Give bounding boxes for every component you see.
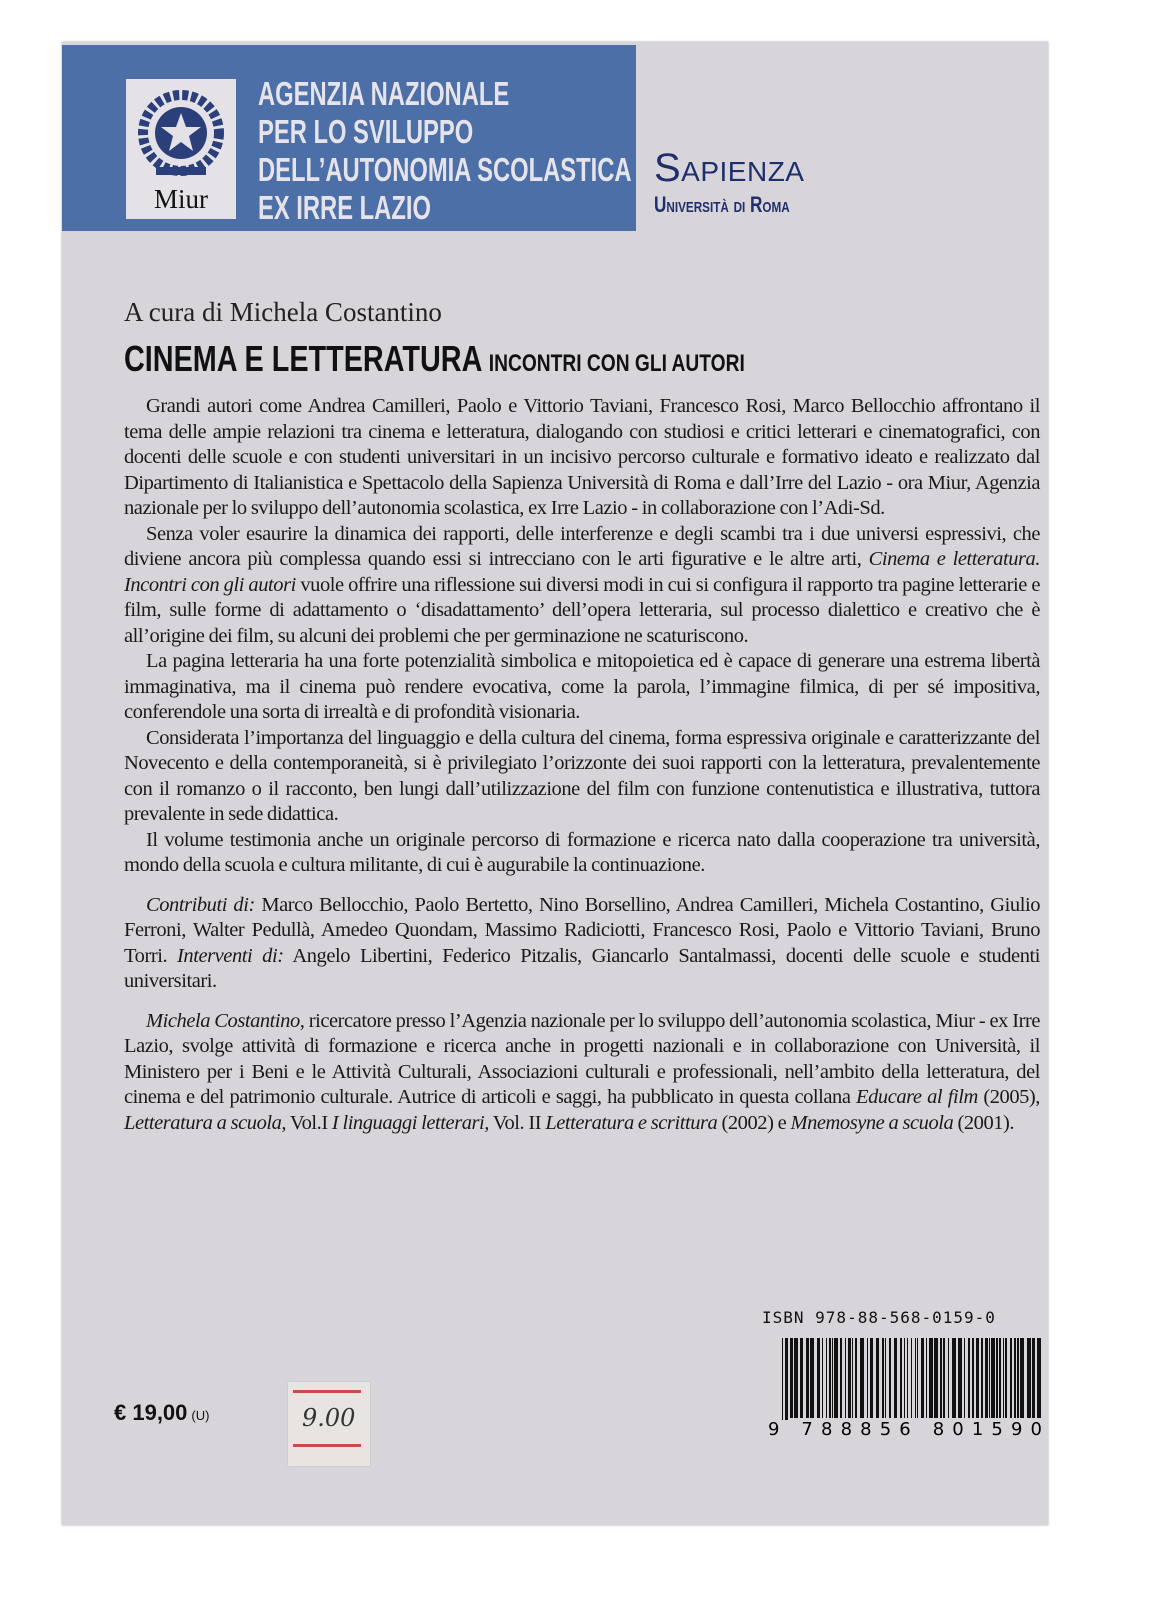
author-bio: [124, 1009, 1040, 1137]
paragraph: La pagina letteraria ha una forte potenzialità simbolica e mitopoietica ed è capace di generare una estrema libertà immaginativa, ma il cinema può rendere evocativa, come la parola, l’immagine filmica, di per sé impositiva, conferendole una sorta di irrealtà e di profondità visionaria.: [124, 650, 1040, 723]
barcode-bar: [968, 1338, 970, 1420]
bio-name: Michela Costantino,: [146, 1009, 305, 1032]
barcode-bar: [855, 1338, 857, 1420]
barcode-bar: [921, 1338, 924, 1420]
text: (2001).: [953, 1111, 1015, 1134]
barcode-bar: [964, 1338, 965, 1420]
barcode-digits: 9 788856 801590: [768, 1419, 1042, 1438]
blurb: [124, 394, 1040, 1136]
barcode-bar: [785, 1338, 788, 1420]
barcode-bar: [832, 1338, 833, 1420]
barcode-bar: [991, 1338, 995, 1420]
barcode-bar: [1003, 1338, 1004, 1420]
agency-line: EX IRRE LAZIO: [258, 189, 431, 226]
barcode-bar: [972, 1338, 974, 1420]
barcode-bar: [915, 1338, 916, 1420]
barcode-bar: [876, 1338, 879, 1420]
text: ricercatore presso l’Agenzia nazionale per lo sviluppo dell’autonomia scolastica, Miur - ex Irre Lazio, svolge attività di formazione e ricerca anche in progetti nazionali e in collaborazione con Università, il Ministero per i Beni e le Attività Culturali, Associazioni culturali e professionali, nell’ambito della letteratura, del cinema e del patrimonio culturale. Autrice di articoli e saggi, ha pubblicato in questa collana: [124, 1009, 1040, 1108]
barcode-bar: [1010, 1338, 1012, 1420]
barcode-bar: [848, 1338, 851, 1420]
barcode-bar: [826, 1338, 827, 1420]
barcode-bar: [852, 1338, 853, 1420]
barcode-bar: [790, 1338, 793, 1420]
barcode-bar: [900, 1338, 902, 1420]
barcode-bar: [976, 1338, 979, 1420]
barcode-bar: [889, 1338, 891, 1420]
work-title: Mnemosyne a scuola: [790, 1111, 954, 1134]
barcode-bar: [907, 1338, 908, 1420]
price-value: € 19,00: [114, 1400, 188, 1425]
barcode-bar: [894, 1338, 897, 1420]
barcode-bar: [1037, 1338, 1041, 1420]
barcode-bar: [882, 1338, 884, 1420]
paragraph: Considerata l’importanza del linguaggio e della cultura del cinema, forma espressiva originale e caratterizzante del Novecento e della contemporaneità, si è privilegiato l’orizzonte dei suoi rapporti con la letteratura, prevalentemente con il romanzo o il racconto, ben lungi dall’utilizzazione del film con funzione contenutistica e illustrativa, tuttora prevalente in sede didattica.: [124, 726, 1040, 825]
agency-line: PER LO SVILUPPO: [258, 113, 474, 150]
barcode-bar: [926, 1338, 927, 1420]
book-title: [124, 338, 745, 380]
work-title: Educare al film: [856, 1086, 978, 1108]
work-title: Letteratura a scuola,: [124, 1111, 287, 1134]
interventions-label: Interventi di:: [177, 944, 284, 967]
barcode-bar: [929, 1338, 933, 1420]
text: Vol.I: [286, 1111, 332, 1134]
sticker-line: [293, 1390, 361, 1393]
barcode-bar: [1027, 1338, 1031, 1420]
barcode-bar: [917, 1338, 918, 1420]
barcode-bar: [885, 1338, 886, 1420]
interventions-names: Angelo Libertini, Federico Pitzalis, Giancarlo Santalmassi, docenti delle scuole e studenti universitari.: [124, 944, 1040, 992]
barcode-bar: [904, 1338, 905, 1420]
barcode-bar: [845, 1338, 846, 1420]
contributors: [124, 893, 1040, 995]
sticker-line: [293, 1444, 361, 1447]
barcode-bar: [985, 1338, 988, 1420]
title-main: CINEMA E LETTERATURA: [124, 338, 483, 379]
barcode-bar: [810, 1338, 814, 1420]
barcode-bar: [958, 1338, 962, 1420]
barcode-bar: [943, 1338, 945, 1420]
barcode-bar: [794, 1338, 798, 1420]
barcode-bar: [989, 1338, 990, 1420]
barcode-bar: [834, 1338, 838, 1420]
miur-emblem: [126, 79, 236, 219]
text: (2005),: [977, 1086, 1040, 1108]
barcode-bar: [981, 1338, 983, 1420]
book-back-cover: [62, 42, 1048, 1525]
barcode-bar: [782, 1338, 783, 1420]
barcode-bar: [870, 1338, 873, 1420]
paragraph: Il volume testimonia anche un originale percorso di formazione e ricerca nato dalla cooperazione tra università, mondo della scuola e cultura militante, di cui è augurabile la continuazione.: [124, 828, 1040, 876]
barcode-bar: [1032, 1338, 1035, 1420]
text: (2002) e: [717, 1111, 791, 1134]
paragraph: [124, 522, 1040, 650]
university-subtitle: Università di Roma: [654, 192, 790, 217]
text: Senza voler esaurire la dinamica dei rapporti, delle interferenze e degli scambi tra i due universi espressivi, che diviene ancora più complessa quando essi si intrecciano con le arti figurative e le altre arti,: [124, 522, 1040, 570]
contributors-label: Contributi di:: [146, 893, 255, 916]
barcode-bar: [806, 1338, 809, 1420]
barcode-bar: [1020, 1338, 1024, 1420]
barcode-bar: [829, 1338, 831, 1420]
barcode-bar: [996, 1338, 998, 1420]
isbn: ISBN 978-88-568-0159-0: [762, 1308, 996, 1327]
barcode-bar: [860, 1338, 864, 1420]
agency-line: AGENZIA NAZIONALE: [258, 75, 510, 112]
curator: A cura di Michela Costantino: [124, 297, 442, 327]
barcode-bar: [822, 1338, 823, 1420]
book-title-italic: Cinema e letteratura. Incontri con gli autori: [124, 548, 1040, 596]
barcode-bar: [840, 1338, 842, 1420]
text: Vol. II: [488, 1111, 546, 1134]
price-sticker: [288, 1382, 370, 1466]
work-title: Letteratura e scrittura: [545, 1111, 718, 1134]
contributors-names: Marco Bellocchio, Paolo Bertetto, Nino Borsellino, Andrea Camilleri, Michela Costantino, Giulio Ferroni, Walter Pedullà, Amedeo Quondam, Massimo Radiciotti, Francesco Rosi, Paolo e Vittorio Taviani, Bruno Torri.: [124, 893, 1040, 967]
barcode-bar: [1017, 1338, 1019, 1420]
italian-emblem-icon: [136, 85, 226, 185]
barcode-bar: [948, 1338, 949, 1420]
barcode-bar: [940, 1338, 942, 1420]
barcode-bar: [1005, 1338, 1007, 1420]
barcode-bar: [867, 1338, 868, 1420]
barcode-bar: [1014, 1338, 1016, 1420]
work-title: I linguaggi letterari,: [331, 1111, 489, 1134]
barcode-bar: [800, 1338, 803, 1420]
barcode-bar: [952, 1338, 956, 1420]
miur-label: Miur: [154, 184, 208, 214]
barcode: [768, 1338, 1044, 1438]
barcode-bar: [817, 1338, 820, 1420]
sticker-price: 9.00: [302, 1404, 356, 1432]
paragraph: Grandi autori come Andrea Camilleri, Paolo e Vittorio Taviani, Francesco Rosi, Marco Bellocchio affrontano il tema delle ampie relazioni tra cinema e letteratura, dialogando con studiosi e critici letterari e cinematografici, con docenti delle scuole e con studenti universitari in un incisivo percorso culturale e formativo ideato e realizzato dal Dipartimento di Italianistica e Spettacolo della Sapienza Università di Roma e dall’Irre del Lazio - ora Miur, Agenzia nazionale per lo sviluppo dell’autonomia scolastica, ex Irre Lazio - in collaborazione con l’Adi-Sd.: [124, 395, 1040, 519]
publisher-band: [62, 45, 636, 231]
price-code: (U): [191, 1408, 210, 1423]
text: vuole offrire una riflessione sui diversi modi in cui si configura il rapporto tra pagine letterarie e film, sulle forme di adattamento o ‘disadattamento’ dell’opera letteraria, sul processo dialettico e creativo che è all’origine dei film, su alcuni dei problemi che per germinazione ne scaturiscono.: [124, 573, 1040, 647]
agency-line: DELL’AUTONOMIA SCOLASTICA: [258, 151, 632, 188]
barcode-bar: [911, 1338, 912, 1420]
barcode-bar: [934, 1338, 938, 1420]
agency-name: [258, 75, 632, 227]
title-sub: INCONTRI CON GLI AUTORI: [488, 350, 745, 377]
price: [114, 1400, 209, 1426]
barcode-bar: [999, 1338, 1001, 1420]
sapienza-logo: Sapienza: [654, 146, 805, 190]
